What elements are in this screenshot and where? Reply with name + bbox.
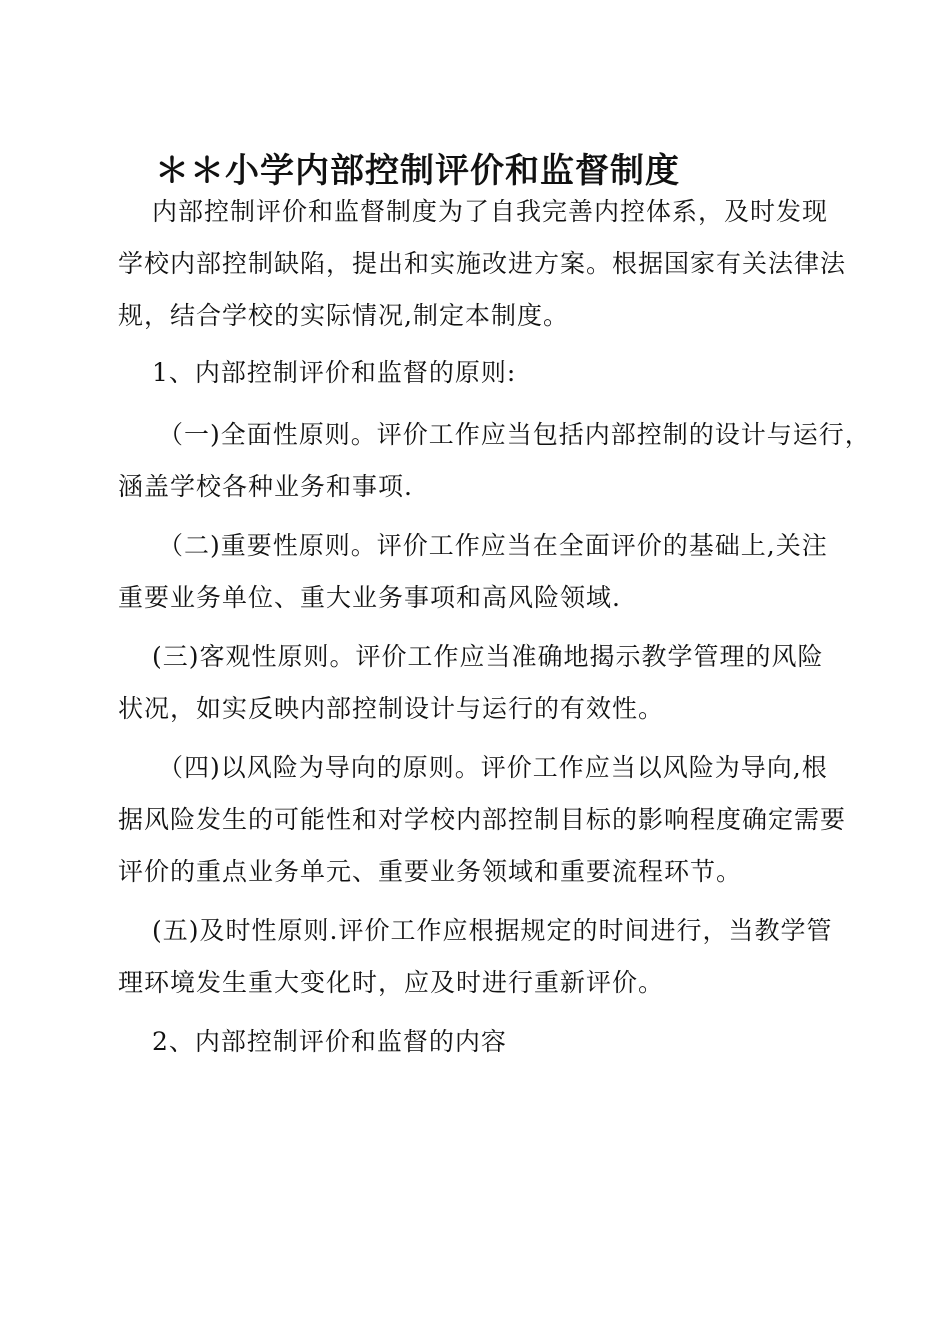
paragraph-line: 学校内部控制缺陷，提出和实施改进方案。根据国家有关法律法 bbox=[118, 249, 847, 278]
principle-importance bbox=[118, 520, 838, 624]
paragraph-line: 据风险发生的可能性和对学校内部控制目标的影响程度确定需要 bbox=[118, 805, 847, 834]
paragraph-line: 理环境发生重大变化时，应及时进行重新评价。 bbox=[118, 968, 665, 997]
paragraph-line: 涵盖学校各种业务和事项. bbox=[118, 472, 413, 501]
intro-paragraph bbox=[118, 186, 847, 342]
document-title: ＊＊小学内部控制评价和监督制度 bbox=[155, 150, 680, 191]
principle-objectivity bbox=[118, 631, 838, 735]
paragraph-line: 内部控制评价和监督制度为了自我完善内控体系，及时发现 bbox=[152, 197, 829, 226]
paragraph-line: 1、内部控制评价和监督的原则: bbox=[152, 358, 517, 387]
paragraph-line: （二)重要性原则。评价工作应当在全面评价的基础上,关注 bbox=[158, 531, 828, 560]
principle-comprehensive bbox=[118, 409, 871, 513]
principle-risk-oriented bbox=[118, 742, 847, 898]
paragraph-line: 规，结合学校的实际情况,制定本制度。 bbox=[118, 301, 569, 330]
paragraph-line: 2、内部控制评价和监督的内容 bbox=[152, 1027, 507, 1056]
paragraph-line: （四)以风险为导向的原则。评价工作应当以风险为导向,根 bbox=[158, 753, 828, 782]
paragraph-line: （一)全面性原则。评价工作应当包括内部控制的设计与运行， bbox=[158, 420, 871, 449]
paragraph-line: 重要业务单位、重大业务事项和高风险领域. bbox=[118, 583, 621, 612]
paragraph-line: 评价的重点业务单元、重要业务领域和重要流程环节。 bbox=[118, 857, 743, 886]
paragraph-line: (三)客观性原则。评价工作应当准确地揭示教学管理的风险 bbox=[152, 642, 824, 671]
principle-timeliness bbox=[118, 905, 838, 1009]
paragraph-line: (五)及时性原则.评价工作应根据规定的时间进行，当教学管 bbox=[152, 916, 833, 945]
section-heading-principles bbox=[118, 347, 838, 399]
section-heading-content bbox=[118, 1016, 838, 1068]
paragraph-line: 状况，如实反映内部控制设计与运行的有效性。 bbox=[118, 694, 665, 723]
